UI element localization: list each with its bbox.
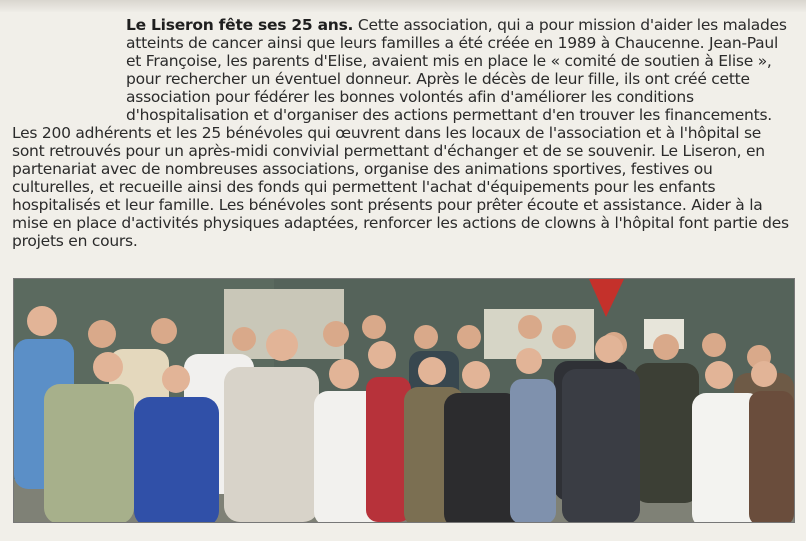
group-photo <box>13 278 795 523</box>
article-body <box>12 16 794 250</box>
paragraph-2: Les 200 adhérents et les 25 bénévoles qui œuvrent dans les locaux de l'association et à l'hôpital se sont retrouvés pour un après-midi convivial permettant d'échanger et de se souvenir. Le Liseron, en partenariat avec de nombreuses associations, organise des animations sportives, festives ou culturelles, et recueille ainsi des fonds qui permettent l'achat d'équipements pour les enfants hospitalisés et leur famille. Les bénévoles sont présents pour prêter écoute et assistance. Aider à la mise en place d'activités physiques adaptées, renforcer les actions de clowns à l'hôpital font partie des projets en cours. <box>12 124 789 250</box>
article-headline: Le Liseron fête ses 25 ans. <box>126 16 354 34</box>
previous-article-edge <box>0 0 806 12</box>
person-navy-polo <box>562 369 640 522</box>
person-check-shirt <box>224 367 319 522</box>
person-green-jacket <box>44 384 134 522</box>
paragraph-1-text: Cette association, qui a pour mission d'aider les malades atteints de cancer ainsi que leurs familles a été créée en 1989 à Chaucenne. Jean-Paul et Françoise, les parents d'Elise, avaient mis en place le « comité de soutien à Elise », pour rechercher un éventuel donneur. Après le décès de leur fille, ils ont créé cette association pour fédérer les bonnes volontés afin d'améliorer les conditions d'hospitalisation et d'organiser des actions permettant d'en trouver les financements. <box>126 16 787 124</box>
person-blue-jacket <box>134 397 219 522</box>
paragraph-1 <box>12 16 794 124</box>
group-photo-illustration <box>14 279 794 522</box>
